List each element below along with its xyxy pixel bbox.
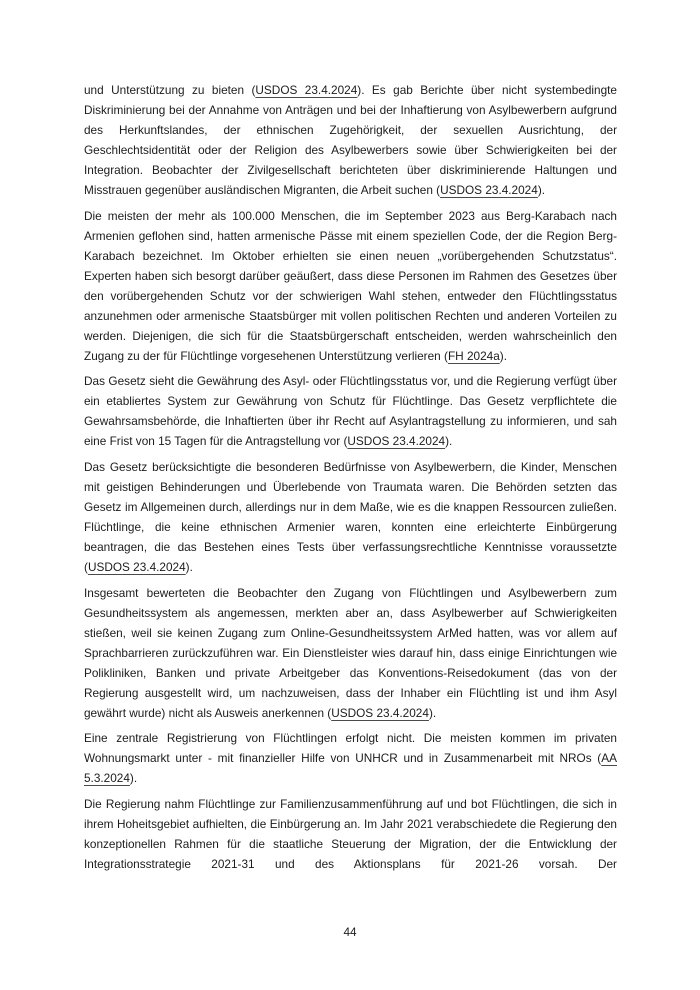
citation-link[interactable]: USDOS 23.4.2024 bbox=[331, 705, 429, 720]
citation-link[interactable]: USDOS 23.4.2024 bbox=[440, 183, 538, 197]
paragraph-text: ). bbox=[185, 560, 193, 575]
paragraph-text: ). bbox=[428, 705, 437, 720]
citation-link[interactable]: AA 5.3.2024 bbox=[84, 751, 617, 786]
paragraph bbox=[84, 457, 617, 577]
paragraph-text: Das Gesetz berücksichtigte die besonderen Bedürfnisse von Asylbewerbern, die Kinder, Menschen mit geistigen Behinderungen und Überlebende von Traumata waren. Die Behörden setzten das Gesetz im Allgemeinen durch, allerdings nur in dem Maße, wie es die knappen Ressourcen zuließen. Flüchtlinge, die keine ethnischen Armenier waren, konnten eine erleichterte Einbürgerung beantragen, die das Bestehen eines Tests über verfassungsrechtliche Kenntnisse voraussetzte ( bbox=[84, 460, 617, 575]
citation-link[interactable]: USDOS 23.4.2024 bbox=[255, 83, 358, 97]
paragraph-text: ). bbox=[129, 771, 138, 786]
paragraph bbox=[84, 371, 617, 451]
paragraph-text: Insgesamt bewerteten die Beobachter den Zugang von Flüchtlingen und Asylbewerbern zum Gesundheitssystem als angemessen, merkten aber an, dass Asylbewerber auf Schwierigkeiten stießen, weil sie keinen Zugang zum Online-Gesundheitssystem ArMed hatten, was vor allem auf Sprachbarrieren zurückzuführen war. Ein Dienstleister wies darauf hin, dass einige Einrichtungen wie Polikliniken, Banken und private Arbeitgeber das Konventions-Reisedokument (das von der Regierung ausgestellt wird, um nachzuweisen, dass der Inhaber ein Flüchtling ist und ihm Asyl gewährt wurde) nicht als Ausweis anerkennen ( bbox=[84, 585, 617, 720]
citation-link[interactable]: USDOS 23.4.2024 bbox=[347, 434, 446, 449]
page-number: 44 bbox=[343, 925, 357, 939]
paragraph bbox=[84, 206, 617, 366]
page-footer bbox=[0, 922, 700, 942]
paragraph-text: ). Es gab Berichte über nicht systembedingte Diskriminierung bei der Annahme von Anträgen und bei der Inhaftierung von Asylbewerbern aufgrund des Herkunftslandes, der ethnischen Zugehörigkeit, der sexuellen Ausrichtung, der Geschlechtsidentität oder der Religion des Asylbewerbers sowie über Schwierigkeiten bei der Integration. Beobachter der Zivilgesellschaft berichteten über diskriminierende Haltungen und Misstrauen gegenüber ausländischen Migranten, die Arbeit suchen ( bbox=[84, 83, 617, 197]
paragraph bbox=[84, 794, 617, 874]
paragraph-text: Die meisten der mehr als 100.000 Menschen, die im September 2023 aus Berg-Karabach nach Armenien geflohen sind, hatten armenische Pässe mit einem speziellen Code, der die Region Berg-Karabach bezeichnet. Im Oktober erhielten sie einen neuen „vorübergehenden Schutzstatus“. Experten haben sich besorgt darüber geäußert, dass diese Personen im Rahmen des Gesetzes über den vorübergehenden Schutz vor der schwierigen Wahl stehen, entweder den Flüchtlingsstatus anzunehmen oder armenische Staatsbürger mit vollen politischen Rechten und anderen Vorteilen zu werden. Diejenigen, die sich für die Staatsbürgerschaft entscheiden, werden wahrscheinlich den Zugang zu der für Flüchtlinge vorgesehenen Unterstützung verlieren ( bbox=[84, 208, 617, 363]
paragraph-text: ). bbox=[445, 434, 453, 449]
citation-link[interactable]: FH 2024a bbox=[447, 348, 500, 363]
paragraph-text: Eine zentrale Registrierung von Flüchtlingen erfolgt nicht. Die meisten kommen im privaten Wohnungsmarkt unter - mit finanzieller Hilfe von UNHCR und in Zusammenarbeit mit NROs ( bbox=[84, 731, 617, 766]
paragraph-text: Das Gesetz sieht die Gewährung des Asyl- oder Flüchtlingsstatus vor, und die Regierung verfügt über ein etabliertes System zur Gewährung von Schutz für Flüchtlinge. Das Gesetz verpflichtete die Gewahrsamsbehörde, die Inhaftierten über ihr Recht auf Asylantragstellung zu informieren, und sah eine Frist von 15 Tagen für die Antragstellung vor ( bbox=[84, 374, 617, 449]
paragraph bbox=[84, 583, 617, 723]
paragraph bbox=[84, 80, 617, 200]
citation-link[interactable]: USDOS 23.4.2024 bbox=[87, 560, 186, 575]
paragraph-text: und Unterstützung zu bieten ( bbox=[84, 83, 256, 97]
paragraph-text: ). bbox=[537, 183, 546, 197]
paragraph-text: Die Regierung nahm Flüchtlinge zur Familienzusammenführung auf und bot Flüchtlingen, die sich in ihrem Hoheitsgebiet aufhielten, die Einbürgerung an. Im Jahr 2021 verabschiedete die Regierung den konzeptionellen Rahmen für die staatliche Steuerung der Migration, der die Entwicklung der Integrationsstrategie 2021-31 und des Aktionsplans für 2021-26 vorsah. Der bbox=[84, 797, 617, 872]
paragraph bbox=[84, 728, 617, 788]
page-content bbox=[84, 80, 617, 880]
paragraph-text: ). bbox=[499, 348, 507, 363]
